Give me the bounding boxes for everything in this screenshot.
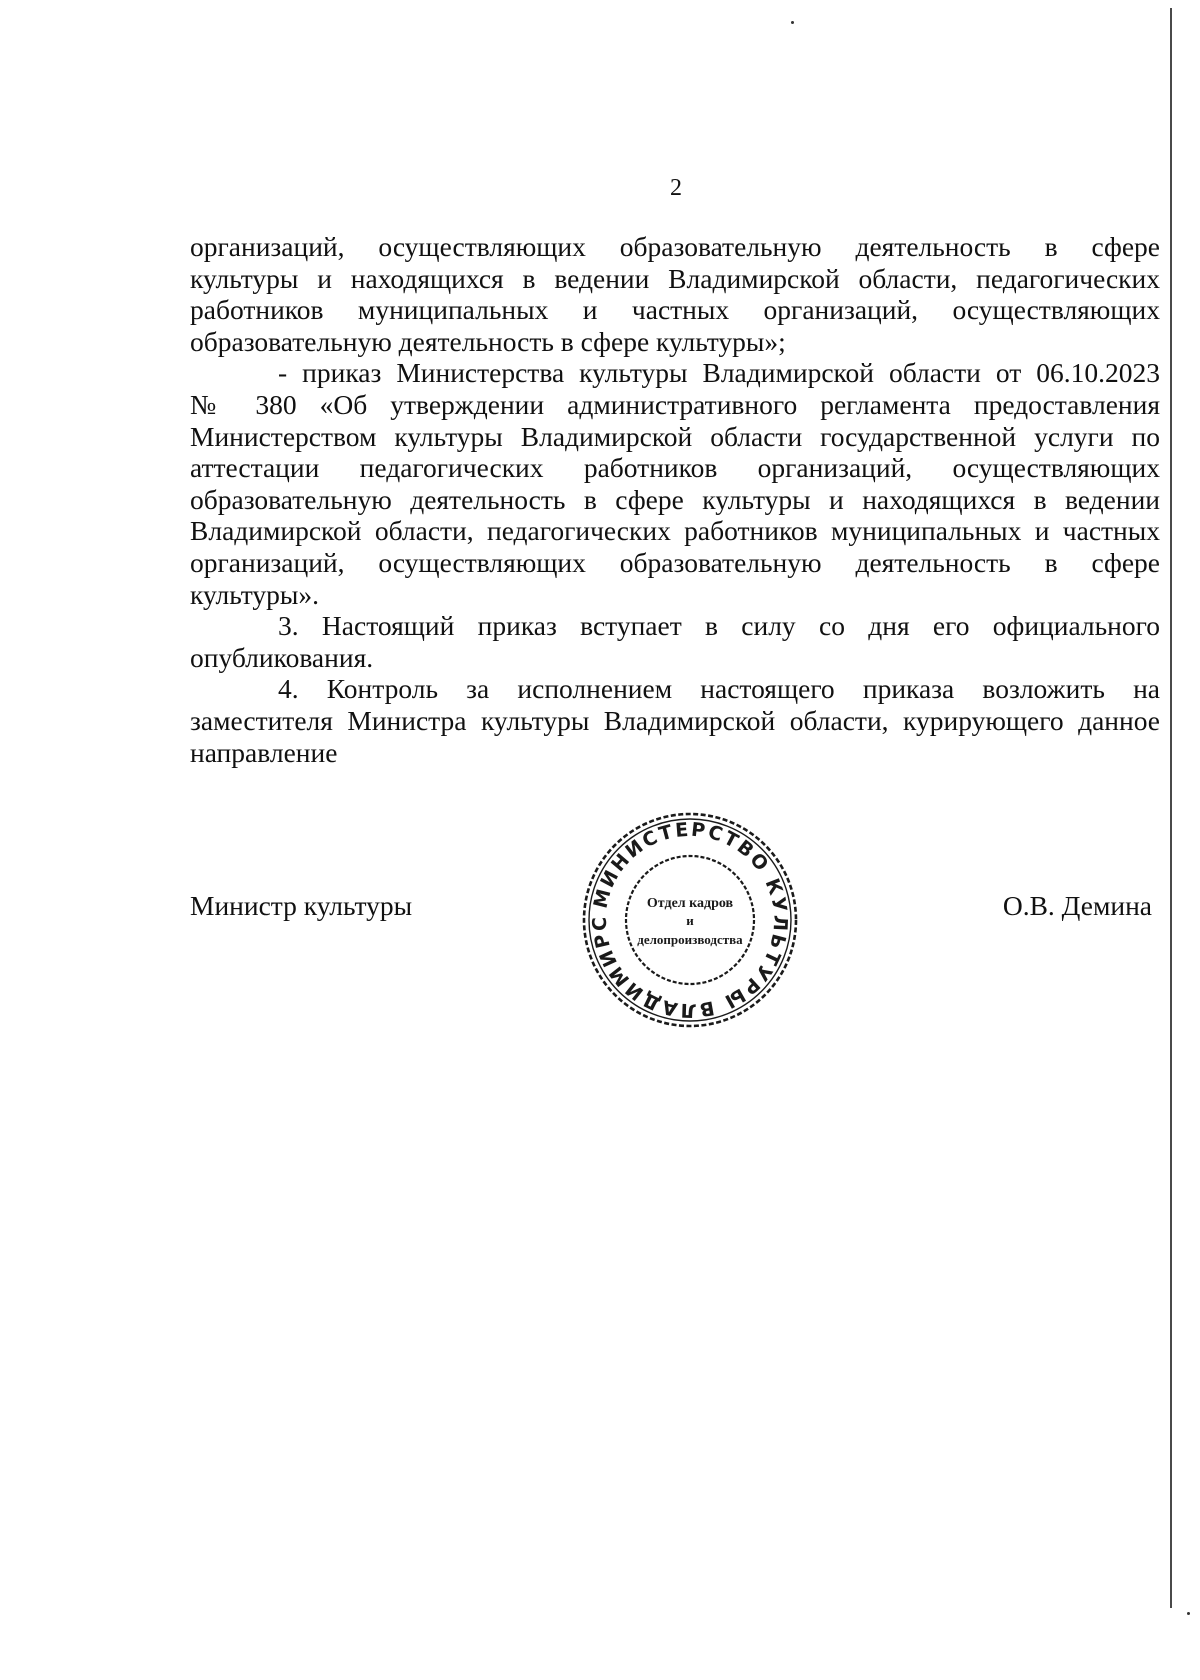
body-line: опубликования.	[190, 641, 374, 673]
body-line: - приказ Министерства культуры Владимирской области от 06.10.2023	[278, 357, 1160, 389]
stamp-inner-line-3: делопроизводства	[637, 932, 743, 947]
body-line: организаций, осуществляющих образовательную деятельность в сфере	[190, 546, 1160, 578]
body-line: заместителя Министра культуры Владимирской области, курирующего данное	[190, 704, 1160, 736]
signer-name: О.В. Демина	[1002, 890, 1152, 921]
body-line: № 380 «Об утверждении административного регламента предоставления	[190, 388, 1160, 420]
stamp-inner-line-1: Отдел кадров	[646, 896, 734, 911]
page-number: 2	[670, 175, 682, 201]
signer-title: Министр культуры	[190, 890, 413, 921]
body-line: культуры и находящихся в ведении Владимирской области, педагогических	[190, 262, 1160, 294]
body-line: организаций, осуществляющих образовательную деятельность в сфере	[190, 231, 1160, 262]
body-line: работников муниципальных и частных организаций, осуществляющих	[190, 294, 1160, 326]
document-body	[190, 231, 1160, 768]
body-line: образовательную деятельность в сфере культуры»;	[190, 325, 786, 357]
body-line: Владимирской области, педагогических работников муниципальных и частных	[190, 515, 1160, 547]
official-stamp	[575, 805, 805, 1035]
body-line: направление	[190, 736, 338, 768]
scan-edge-line	[1170, 8, 1172, 1608]
body-line: 4. Контроль за исполнением настоящего приказа возложить на	[278, 673, 1160, 705]
scan-speck	[1187, 1612, 1190, 1615]
body-line: 3. Настоящий приказ вступает в силу со дня его официального	[278, 610, 1160, 642]
stamp-inner-line-2: и	[686, 913, 694, 928]
stamp-seal-graphic	[575, 805, 805, 1035]
body-line: культуры».	[190, 578, 319, 610]
stamp-circular-text: МИНИСТЕРСТВО КУЛЬТУРЫ ВЛАДИМИРС	[588, 818, 792, 1022]
body-line: образовательную деятельность в сфере культуры и находящихся в ведении	[190, 483, 1160, 515]
body-line: аттестации педагогических работников организаций, осуществляющих	[190, 452, 1160, 484]
body-line: Министерством культуры Владимирской области государственной услуги по	[190, 420, 1160, 452]
scan-speck	[791, 21, 794, 24]
